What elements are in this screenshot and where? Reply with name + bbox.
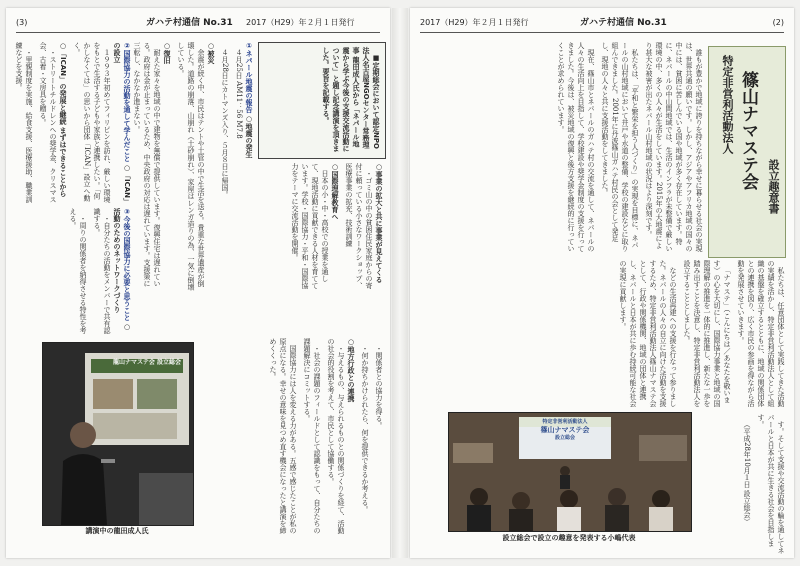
paragraph: ・関係者との協力を得る。 [375, 345, 383, 429]
subheading: ○地方行政との連携 [347, 338, 355, 402]
paragraph: ４月25日 AM11：56 M7.8 [235, 49, 243, 139]
paragraph: 国際協力には人を変える力がある。五感で感じたことが私の原点になる。幸せの意味を見つめ直す機会になったと講演を締めくくった。 [269, 338, 297, 534]
subheading: ○国際理解教育へ [331, 163, 339, 220]
paragraph: 誰もが豊かで地域に誇りを持ちながら幸せに暮らせる社会の実現は、世界共通の願いです。しかし、アジアやアフリカ地域の国々の中には、貧困に苦しんでいる国や地域が多く存在しています。特に、ネパールの中山間地域では、生活のインフラが未整備で厳しい環境の中、多くの人々が生活をしています。2015年の大地震により甚大な被害が出たネパール山村地域の状況はより深刻です。 [645, 42, 703, 252]
prospectus-title-box [708, 46, 786, 258]
section-lessons-continued [258, 163, 384, 293]
title-line-2: 篠山ナマステ会 [738, 71, 758, 190]
subheading: ○活動のためのネットワークづくり [113, 208, 131, 332]
section-closing [200, 338, 384, 538]
paragraph: 私たちは、「平和と繁栄を担う人づくり」の実現を目標に、ネパールの山村地域において井戸や水道の整備、学校の建設などに取り組んできました。2001年に丹波篠山ガハテ村民の会として発足し、現地の人々と共に支援活動をしてきました。 [601, 42, 639, 252]
paragraph: 余震が続く中、市民はテントや土管の中で生活を送る。貴重な世界遺産が倒壊した。道路の崩落、山崩れ（土砂崩れ）、家屋はレンガ造りの為、一気に倒壊している。 [177, 42, 205, 291]
section-earthquake-report [133, 42, 254, 292]
signoff: （平成28年10月１日 設立総会） [743, 421, 751, 526]
summary-box [258, 42, 386, 159]
paragraph: 「ナマステ」（こんにちは／あなたを敬います）の心を大切にし、国際協力事業と地域の国際理解の推進を一体的に推進し、新たな一歩を踏み出すことを決意し、特定非営利活動法人を設立することとしました。 [683, 260, 731, 407]
paragraph: 耐えた家々を地域の中で建物を無償で提供しています。復興住宅は遅れている。政府は金が止まっているため、中央政府の対応は遅れています。支援策に三転し、なかなか進まない。 [133, 42, 161, 287]
assembly-photo [448, 412, 692, 532]
issue-date: 2017（H29）年２月１日発行 [420, 18, 529, 27]
newsletter-title: ガハテ村通信 No.31 [146, 18, 233, 28]
paragraph: ・何か持ちかけられたら、何を提供できるか考える。 [361, 345, 369, 513]
paragraph: ・ストリートチルドレンへの奨学金、クリスマス会、古着・文房具を贈る。 [39, 42, 57, 203]
section-title: ②国際協力の活動を通して学んだこと [123, 42, 131, 162]
page-gutter [392, 8, 408, 558]
page-number: (2) [772, 18, 784, 27]
subheading: ○「ICAN」の設立 [113, 42, 131, 202]
paragraph: １９９３年初めてフィリピンを訪れ、厳しい環境をもとで生活する子どもや家族と連携したい。「何かしなくては」の思いから団体「ICAN」設立へ動く。 [73, 42, 111, 203]
speaker-photo [42, 342, 194, 526]
title-line-1: 特定非営利活動法人 [721, 55, 734, 154]
paragraph: ・ゴミ山の中の貧困住民家庭からの寄付に頼っている小さなワークショップ、医療事業の拡充、技術訓練 [345, 163, 373, 289]
assembly-photo-caption: 設立総会で設立の趣意を発表する小嶋代表 [502, 534, 636, 542]
subheading: まずはできることから [59, 127, 67, 198]
prospectus-body-bottom [696, 414, 786, 554]
section-title: ③今後の国際協力に必要と思うこと [123, 208, 131, 321]
paragraph: などの生活再建への支援を行なって参りました。ネパールの人々の自立に向けた活動を支援するため、特定非営利活動法人篠山ナマステ会として、行政や関係機関、地域の団体と連携し、ネパールと日本が共に歩む持続可能な社会の実現に貢献します。 [619, 260, 677, 407]
banner-line-1: 特定非営利活動法人 [542, 419, 588, 425]
subheading: ○被災 [207, 42, 215, 64]
paragraph: 日本の小・中・高校での授業を通して、現地活動に貢献できる人材を育てています。学校・国際協力・平和・国際協力をテーマに交流活動を開催。 [291, 163, 329, 289]
banner-line-3: 設立総会 [554, 435, 575, 441]
paragraph: す。そして支援や交流活動の輪を通してネパールと日本が共に生きる社会を目指します。 [757, 414, 785, 554]
speaker-photo-caption: 講演中の龍田成人氏 [85, 527, 149, 535]
subheading: ○復旧 [163, 42, 171, 64]
paragraph: 私たちは、任意団体として実践してきた活動の実績を活かし、特定非営利活動法人として組織の基盤を確立するとともに、地域の関係団体との連携を図り、広く市民の参画を得ながら活動を発展させていきます。 [737, 260, 785, 407]
right-page-header [420, 14, 784, 33]
prospectus-body-top [418, 42, 704, 252]
right-page [410, 8, 794, 558]
newsletter-title: ガハテ村通信 No.31 [580, 18, 667, 28]
section-lessons-learned [15, 42, 132, 204]
paragraph: ・与えるもの、与えられるものとの関係づくりを経て、活動の社会的役割を考えて、市民として協働する。 [327, 338, 345, 534]
paragraph: ・里親制度を実施、給食支援、医療援助、職業訓練などを支援。 [15, 42, 33, 203]
issue-date: 2017（H29）年２月１日発行 [246, 18, 355, 27]
paragraph: 現在、篠山市とネパールのガハテ村の交流を通して、ネパールの人々の生活向上を目指して、学校建設や奨学金制度の支援を行ってきました。今後は、被災地域の復興と後方支援を継続的に行っていくことが求められています。 [557, 42, 595, 252]
paragraph: ・自分たちの活動をメンバーで共有認識する。 [93, 208, 111, 334]
page-number: (3) [16, 18, 28, 27]
paragraph: ・社会の課題のフィールドとして認識をもって、自分たちの課題解決にコミットする。 [303, 338, 321, 534]
paragraph: ４月28日にカトマンズ入り、５月８日に帰国。 [221, 49, 229, 198]
summary-text: ■定期総会において認定NPO法人名古屋NGOセンター常務理事 龍田成人氏から「ネパール地震から学ぶ今後の支援交流活動について」と題し記念講演を頂きました。要旨を記載する。 [322, 47, 380, 152]
speaker-photo-image [43, 343, 193, 525]
subheading: ○「ICAN」の発展と継続 [59, 42, 67, 126]
prospectus-body-middle [418, 260, 786, 410]
left-page-header [16, 14, 380, 33]
paragraph: ・周りの関係者を納得させる特性を考える。 [69, 208, 87, 334]
section-future-cooperation [20, 208, 132, 336]
subheading: ○事業の拡大と共に事業が見えてくる [375, 163, 383, 283]
left-page [6, 8, 390, 558]
title-line-3: 設立趣意書 [767, 159, 780, 214]
banner-text [521, 418, 609, 442]
subheading: ○地震の発生 [245, 115, 253, 159]
banner-line-2: 篠山ナマステ会 [540, 426, 590, 434]
section-title: ①ネパール地震の報告 [245, 42, 253, 113]
screen-title: 龍山ナマステ会 設立総会 [113, 359, 181, 366]
